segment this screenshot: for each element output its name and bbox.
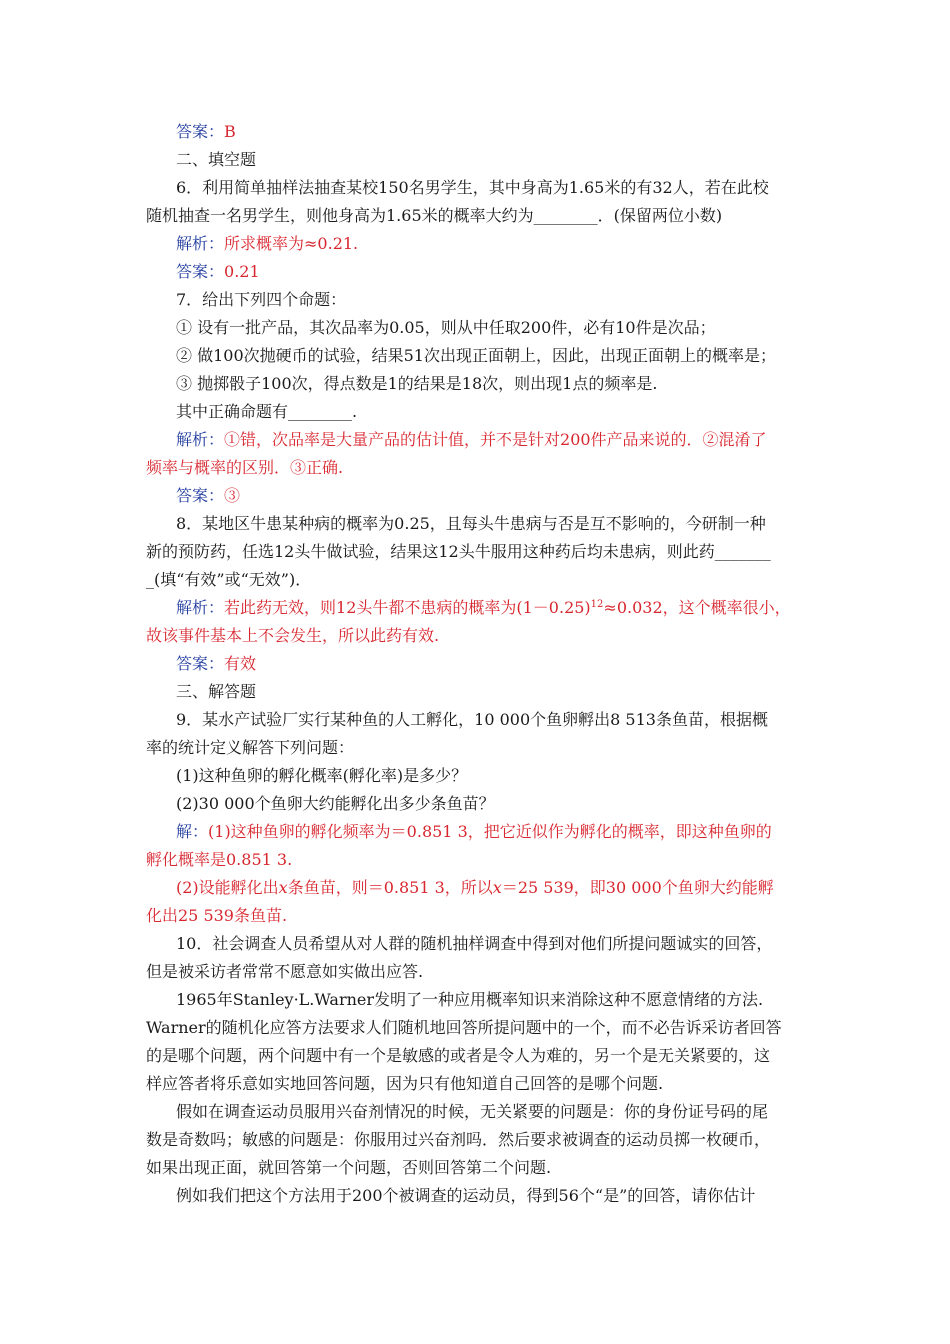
q5-answer-line — [176, 118, 818, 145]
q7-item-1: ① 设有一批产品，其次品率为0.05，则从中任取200件，必有10件是次品； — [176, 318, 716, 337]
q10-paragraph-2-line-1: 1965年Stanley·L.Warner发明了一种应用概率知识来消除这种不愿意情绪的方法. — [176, 990, 764, 1009]
q7-analysis-1: ①错，次品率是大量产品的估计值，并不是针对200件产品来说的．②混淆了 — [224, 430, 767, 449]
q8-analysis-line-1 — [176, 594, 818, 621]
q9-variable-x: x — [278, 878, 288, 897]
section-heading-solve: 三、解答题 — [176, 682, 257, 701]
q9-variable-x: x — [492, 878, 502, 897]
q8-answer-line — [176, 650, 818, 677]
analysis-label: 解析： — [176, 430, 225, 449]
q10-paragraph-1-line-2: 但是被采访者常常不愿意如实做出应答. — [146, 962, 424, 981]
analysis-label: 解析： — [176, 234, 225, 253]
q7-stem: 7．给出下列四个命题： — [176, 290, 347, 309]
answer-label: 答案： — [176, 262, 225, 281]
q9-solution-1a: (1)这种鱼卵的孵化频率为＝0.851 3，把它近似作为孵化的概率，即这种鱼卵的 — [208, 822, 772, 841]
q7-analysis-line-2: 频率与概率的区别．③正确. — [146, 458, 344, 477]
q9-part-2: (2)30 000个鱼卵大约能孵化出多少条鱼苗？ — [176, 794, 495, 813]
q6-answer: 0.21 — [224, 262, 260, 281]
q9-stem-line-1: 9．某水产试验厂实行某种鱼的人工孵化，10 000个鱼卵孵出8 513条鱼苗，根据概 — [176, 710, 768, 729]
q9-solution-line-2: 孵化概率是0.851 3. — [146, 850, 293, 869]
q10-paragraph-3-line-1: 假如在调查运动员服用兴奋剂情况的时候，无关紧要的问题是：你的身份证号码的尾 — [176, 1102, 769, 1121]
q10-paragraph-2-line-4: 样应答者将乐意如实地回答问题，因为只有他知道自己回答的是哪个问题. — [146, 1074, 664, 1093]
q8-analysis-1a: 若此药无效，则12头牛都不患病的概率为(1－0.25) — [224, 598, 591, 617]
q10-paragraph-4-line-1: 例如我们把这个方法用于200个被调查的运动员，得到56个“是”的回答，请你估计 — [176, 1186, 756, 1205]
section-heading-fill-in: 二、填空题 — [176, 150, 257, 169]
q9-solution-line-3 — [176, 874, 818, 901]
q9-stem-line-2: 率的统计定义解答下列问题： — [146, 738, 355, 757]
analysis-label: 解析： — [176, 598, 225, 617]
q6-stem-line-1: 6．利用简单抽样法抽查某校150名男学生，其中身高为1.65米的有32人，若在此校 — [176, 178, 769, 197]
q10-paragraph-2-line-2: Warner的随机化应答方法要求人们随机地回答所提问题中的一个，而不必告诉采访者回答 — [146, 1018, 782, 1037]
q8-analysis-line-2: 故该事件基本上不会发生，所以此药有效. — [146, 626, 440, 645]
q9-solution-2a-part1: (2)设能孵化出 — [176, 878, 279, 897]
answer-label: 答案： — [176, 486, 225, 505]
answer-label: 答案： — [176, 654, 225, 673]
q9-solution-line-1 — [176, 818, 818, 845]
q6-analysis: 所求概率为≈0.21. — [224, 234, 359, 253]
q7-item-2: ② 做100次抛硬币的试验，结果51次出现正面朝上，因此，出现正面朝上的概率是； — [176, 346, 776, 365]
q7-answer: ③ — [224, 486, 241, 505]
q8-answer: 有效 — [224, 654, 257, 673]
q6-stem-line-2: 随机抽查一名男学生，则他身高为1.65米的概率大约为________．(保留两位小数) — [146, 206, 723, 225]
q7-question: 其中正确命题有________. — [176, 402, 358, 421]
q7-answer-line — [176, 482, 818, 509]
q8-analysis-1b: ≈0.032，这个概率很小， — [603, 598, 791, 617]
q5-answer: B — [224, 122, 236, 141]
q8-exponent: 12 — [590, 599, 604, 610]
q9-solution-2a-part3: ＝25 539，即30 000个鱼卵大约能孵 — [501, 878, 774, 897]
q7-item-3: ③ 抛掷骰子100次，得点数是1的结果是18次，则出现1点的频率是. — [176, 374, 658, 393]
q10-paragraph-3-line-3: 如果出现正面，就回答第一个问题，否则回答第二个问题. — [146, 1158, 552, 1177]
q8-stem-line-1: 8．某地区牛患某种病的概率为0.25，且每头牛患病与否是互不影响的，今研制一种 — [176, 514, 766, 533]
q6-answer-line — [176, 258, 818, 285]
q7-analysis-line-1 — [176, 426, 818, 453]
q9-solution-line-4: 化出25 539条鱼苗. — [146, 906, 288, 925]
q9-solution-2a-part2: 条鱼苗，则＝0.851 3，所以 — [287, 878, 493, 897]
q10-paragraph-1-line-1: 10．社会调查人员希望从对人群的随机抽样调查中得到对他们所提问题诚实的回答， — [176, 934, 773, 953]
q10-paragraph-2-line-3: 的是哪个问题，两个问题中有一个是敏感的或者是令人为难的，另一个是无关紧要的，这 — [146, 1046, 771, 1065]
answer-label: 答案： — [176, 122, 225, 141]
q8-stem-line-3: _(填“有效”或“无效”)． — [146, 570, 312, 589]
solution-label: 解： — [176, 822, 209, 841]
q6-analysis-line — [176, 230, 818, 257]
q10-paragraph-3-line-2: 数是奇数吗；敏感的问题是：你服用过兴奋剂吗．然后要求被调查的运动员掷一枚硬币， — [146, 1130, 771, 1149]
q8-stem-line-2: 新的预防药，任选12头牛做试验，结果这12头牛服用这种药后均未患病，则此药_______ — [146, 542, 771, 561]
q9-part-1: (1)这种鱼卵的孵化概率(孵化率)是多少？ — [176, 766, 468, 785]
